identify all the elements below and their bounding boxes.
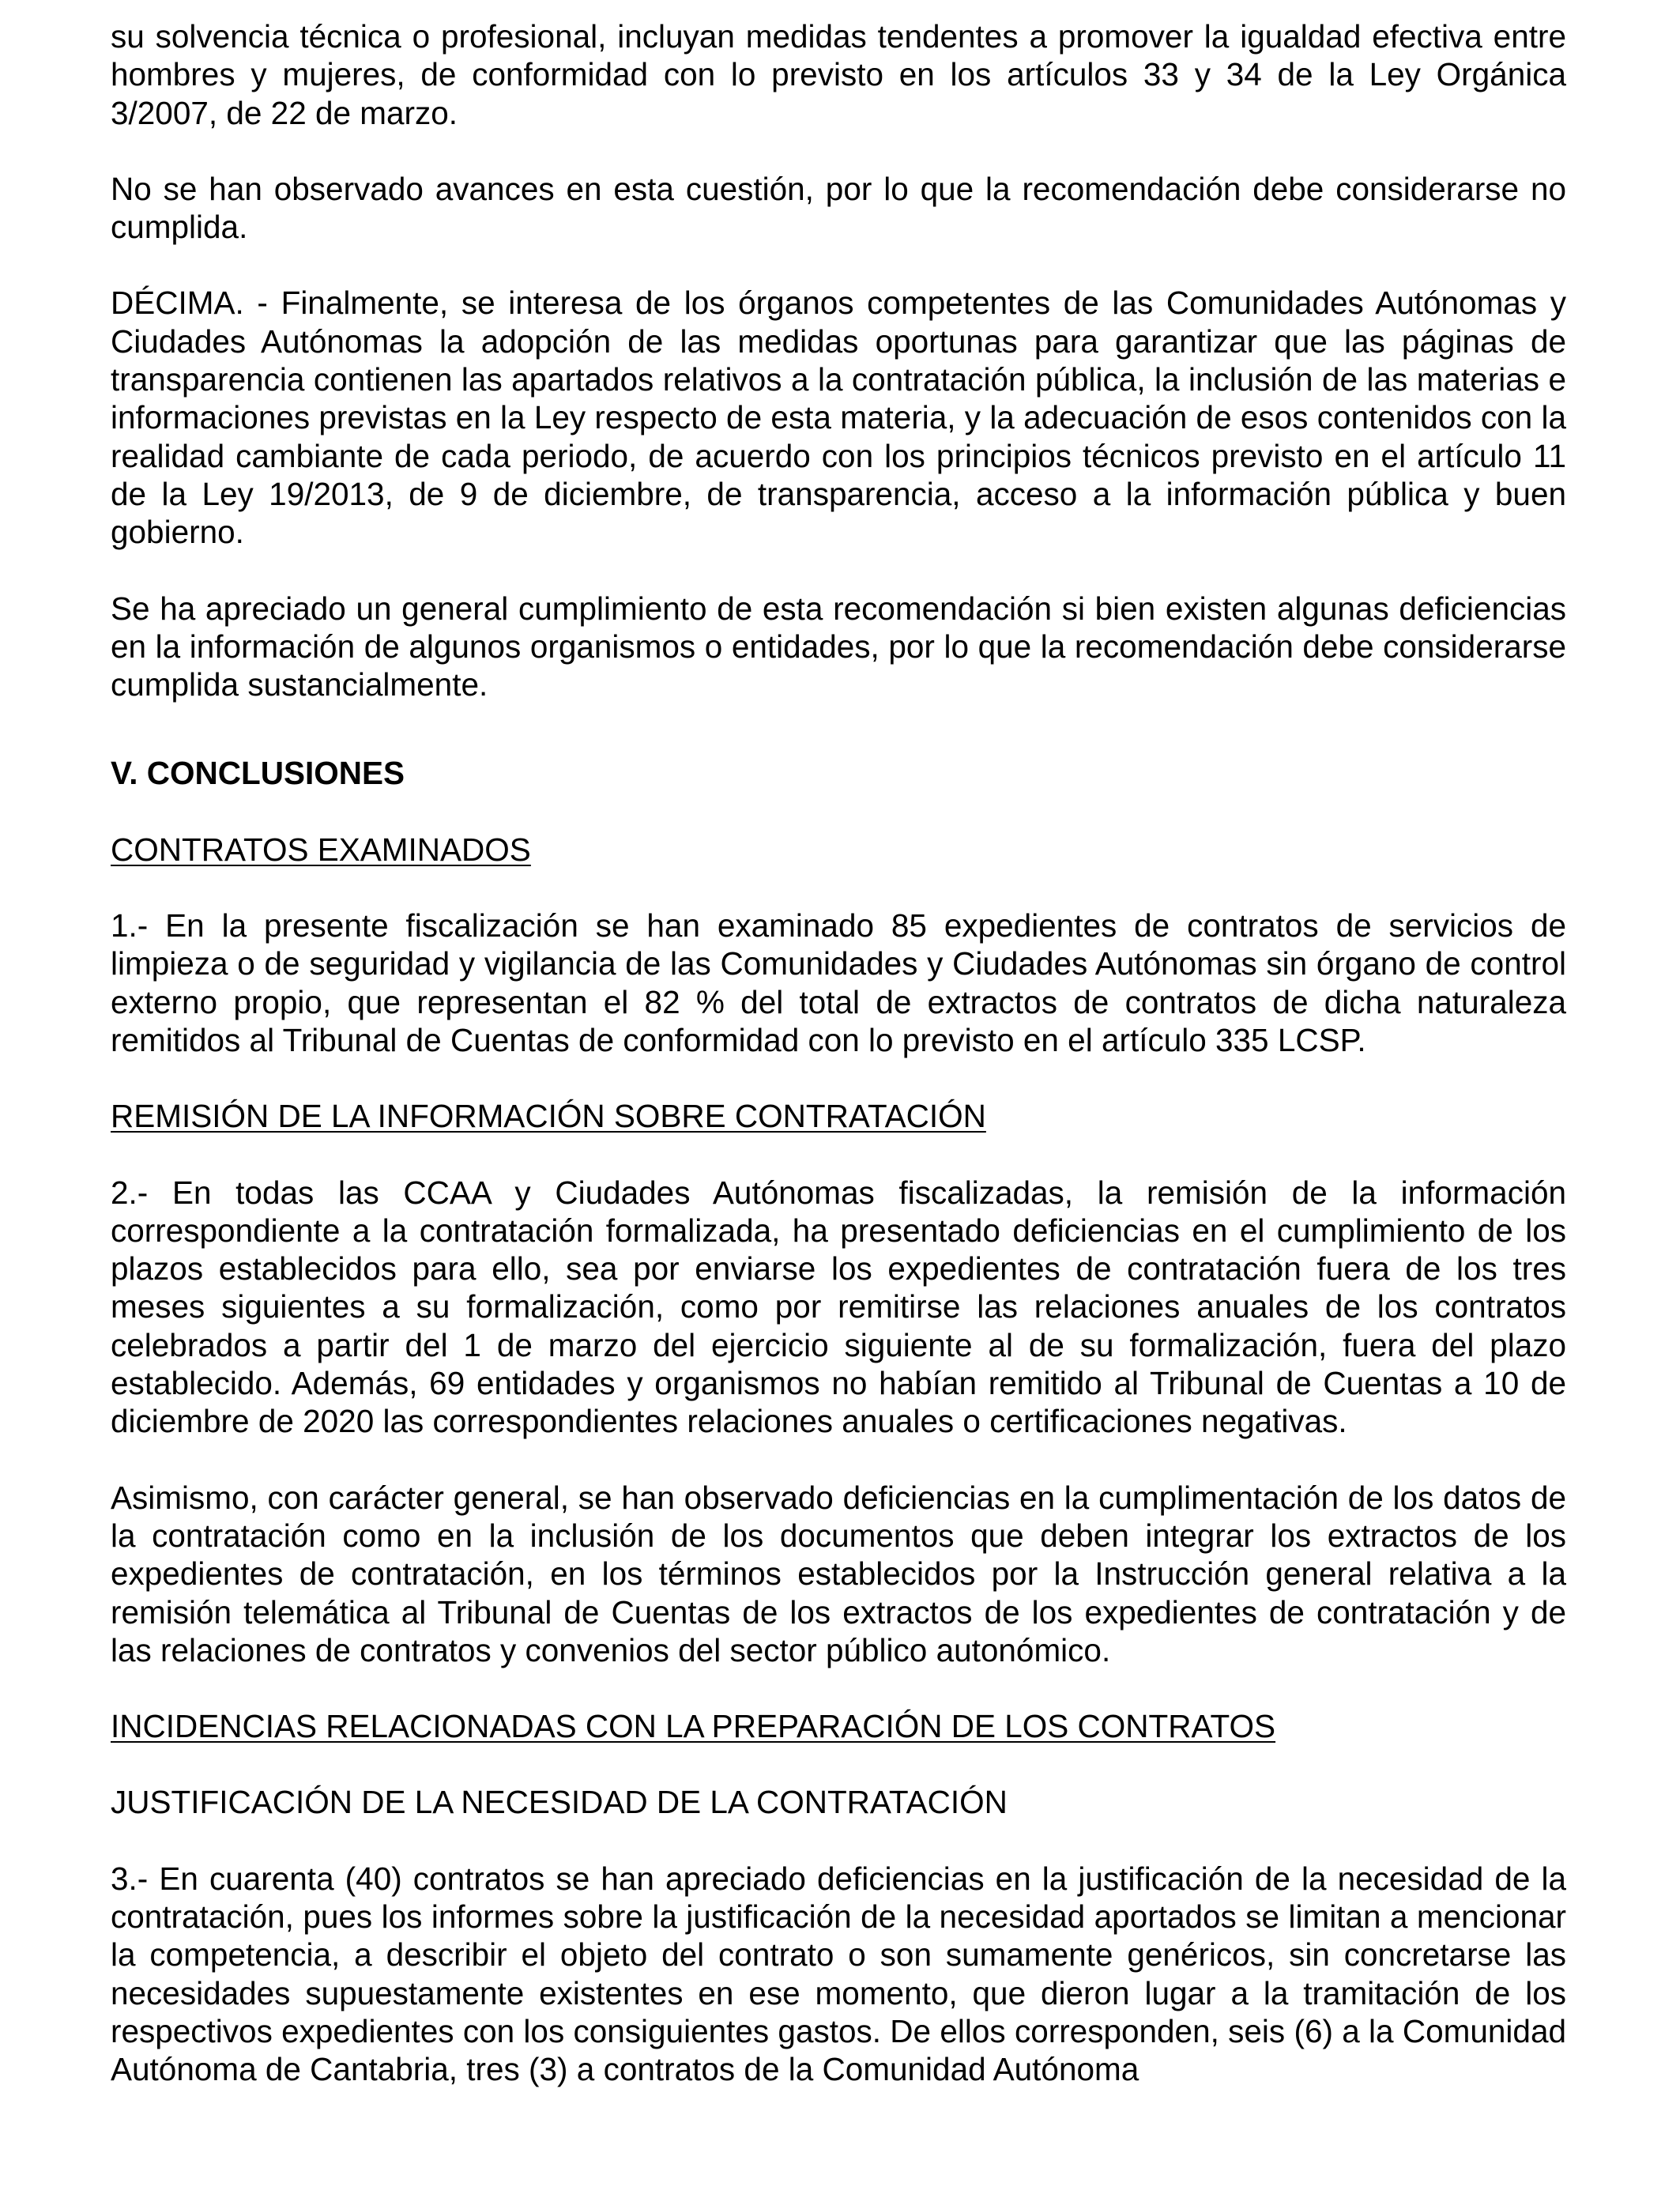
subheading-remision-informacion: REMISIÓN DE LA INFORMACIÓN SOBRE CONTRATACIÓN bbox=[111, 1098, 986, 1135]
paragraph-decima: DÉCIMA. - Finalmente, se interesa de los órganos competentes de las Comunidades Autónomas y Ciudades Autónomas la adopción de las medidas oportunas para garantizar que las páginas de transparencia contienen las apartados relativos a la contratación pública, la inclusión de las materias e informaciones previstas en la Ley respecto de esta materia, y la adecuación de esos contenidos con la realidad cambiante de cada periodo, de acuerdo con los principios técnicos previsto en el artículo 11 de la Ley 19/2013, de 9 de diciembre, de transparencia, acceso a la información pública y buen gobierno. bbox=[111, 285, 1566, 551]
subheading-contratos-examinados: CONTRATOS EXAMINADOS bbox=[111, 831, 531, 868]
paragraph-cumplimiento: Se ha apreciado un general cumplimiento de esta recomendación si bien existen algunas deficiencias en la información de algunos organismos o entidades, por lo que la recomendación debe considerarse cumplida sustancialmente. bbox=[111, 590, 1566, 703]
section-heading-conclusiones: V. CONCLUSIONES bbox=[111, 755, 405, 792]
paragraph-asimismo: Asimismo, con carácter general, se han observado deficiencias en la cumplimentación de los datos de la contratación como en la inclusión de los documentos que deben integrar los extractos de los expedientes de contratación, en los términos establecidos por la Instrucción general relativa a la remisión telemática al Tribunal de Cuentas de los extractos de los expedientes de contratación y de las relaciones de contratos y convenios del sector público autonómico. bbox=[111, 1479, 1566, 1668]
heading-justificacion-necesidad: JUSTIFICACIÓN DE LA NECESIDAD DE LA CONTRATACIÓN bbox=[111, 1784, 1008, 1821]
document-page bbox=[111, 17, 1566, 2126]
paragraph-conclusion-2: 2.- En todas las CCAA y Ciudades Autónomas fiscalizadas, la remisión de la información correspondiente a la contratación formalizada, ha presentado deficiencias en el cumplimiento de los plazos establecidos para ello, sea por enviarse los expedientes de contratación fuera de los tres meses siguientes a su formalización, como por remitirse las relaciones anuales de los contratos celebrados a partir del 1 de marzo del ejercicio siguiente al de su formalización, fuera del plazo establecido. Además, 69 entidades y organismos no habían remitido al Tribunal de Cuentas a 10 de diciembre de 2020 las correspondientes relaciones anuales o certificaciones negativas. bbox=[111, 1174, 1566, 1440]
paragraph-solvencia: su solvencia técnica o profesional, incluyan medidas tendentes a promover la igualdad efectiva entre hombres y mujeres, de conformidad con lo previsto en los artículos 33 y 34 de la Ley Orgánica 3/2007, de 22 de marzo. bbox=[111, 18, 1566, 131]
paragraph-conclusion-1: 1.- En la presente fiscalización se han examinado 85 expedientes de contratos de servicios de limpieza o de seguridad y vigilancia de las Comunidades y Ciudades Autónomas sin órgano de control externo propio, que representan el 82 % del total de extractos de contratos de dicha naturaleza remitidos al Tribunal de Cuentas de conformidad con lo previsto en el artículo 335 LCSP. bbox=[111, 907, 1566, 1058]
paragraph-conclusion-3: 3.- En cuarenta (40) contratos se han apreciado deficiencias en la justificación de la necesidad de la contratación, pues los informes sobre la justificación de la necesidad aportados se limitan a mencionar la competencia, a describir el objeto del contrato o son sumamente genéricos, sin concretarse las necesidades supuestamente existentes en ese momento, que dieron lugar a la tramitación de los respectivos expedientes con los consiguientes gastos. De ellos corresponden, seis (6) a la Comunidad Autónoma de Cantabria, tres (3) a contratos de la Comunidad Autónoma bbox=[111, 1860, 1566, 2088]
subheading-incidencias-preparacion: INCIDENCIAS RELACIONADAS CON LA PREPARACIÓN DE LOS CONTRATOS bbox=[111, 1708, 1276, 1745]
paragraph-no-avances: No se han observado avances en esta cuestión, por lo que la recomendación debe considerarse no cumplida. bbox=[111, 170, 1566, 246]
